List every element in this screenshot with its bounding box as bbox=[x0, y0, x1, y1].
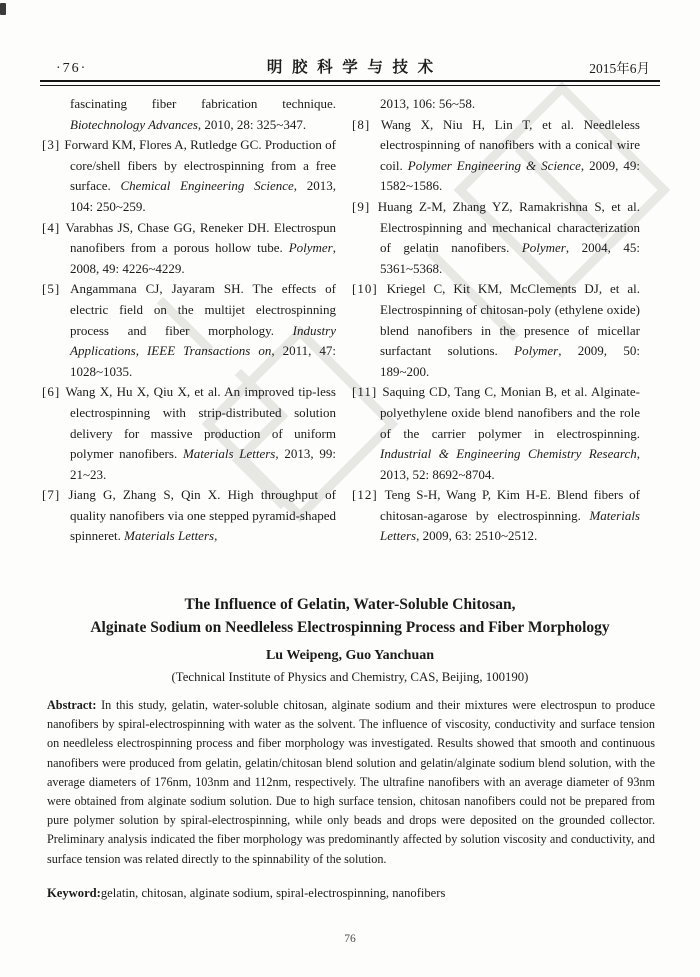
references-section bbox=[42, 94, 640, 547]
reference-text: , 2009, 49: 1582~1586. bbox=[380, 157, 640, 194]
reference-text: , 2009, 50: 189~200. bbox=[380, 343, 640, 379]
reference-item bbox=[42, 135, 336, 217]
reference-item bbox=[352, 485, 640, 547]
article-affiliation: (Technical Institute of Physics and Chemistry, CAS, Beijing, 100190) bbox=[171, 670, 529, 684]
article-title-block bbox=[0, 593, 700, 685]
reference-text: , 2011, 47: 1028~1035. bbox=[70, 343, 336, 379]
reference-text: Wang X, Niu H, Lin T, et al. Needleless electrospinning of nanofibers with a conical wire coil. bbox=[380, 116, 640, 173]
reference-text: 2013, 106: 56~58. bbox=[380, 96, 476, 111]
reference-item bbox=[42, 279, 336, 382]
reference-text: , bbox=[214, 528, 218, 544]
reference-journal: Polymer bbox=[521, 240, 566, 256]
reference-text: Forward KM, Flores A, Rutledge GC. Production of core/shell fibers by electrospinning from a free surface. bbox=[64, 137, 336, 194]
reference-text: , 2013, 52: 8692~8704. bbox=[380, 446, 640, 482]
reference-journal: Industrial & Engineering Chemistry Research bbox=[380, 446, 637, 462]
reference-text: Wang X, Hu X, Qiu X, et al. An improved tip-less electrospinning with strip-distributed solution delivery for massive production of uniform polymer nanofibers. bbox=[65, 384, 336, 462]
reference-number: [8] bbox=[352, 116, 381, 132]
article-title-line2: Alginate Sodium on Needleless Electrospinning Process and Fiber Morphology bbox=[90, 619, 610, 636]
reference-number: [10] bbox=[352, 281, 387, 297]
reference-text: Angammana CJ, Jayaram SH. The effects of electric field on the multijet electrospinning process and fiber morphology. bbox=[70, 281, 336, 338]
header-page-marker: ·76· bbox=[56, 61, 88, 76]
references-column-right bbox=[352, 94, 640, 547]
reference-journal: Chemical Engineering Science bbox=[120, 178, 294, 194]
reference-item bbox=[352, 197, 640, 279]
reference-item bbox=[42, 382, 336, 485]
reference-text: , 2009, 63: 2510~2512. bbox=[416, 528, 538, 544]
reference-text: Varabhas JS, Chase GG, Reneker DH. Electrospun nanofibers from a porous hollow tube. bbox=[65, 219, 336, 256]
keyword-label: Keyword: bbox=[47, 885, 101, 900]
keyword-text: gelatin, chitosan, alginate sodium, spiral-electrospinning, nanofibers bbox=[100, 885, 446, 900]
header-double-rule bbox=[40, 80, 660, 86]
reference-number: [7] bbox=[42, 487, 69, 503]
reference-number: [12] bbox=[352, 487, 385, 503]
reference-number: [6] bbox=[42, 384, 66, 400]
reference-journal: Polymer bbox=[514, 343, 559, 359]
reference-text: , 2004, 45: 5361~5368. bbox=[380, 240, 640, 276]
reference-item bbox=[352, 382, 640, 485]
reference-journal: Materials Letters bbox=[124, 528, 215, 544]
page-header bbox=[40, 50, 660, 78]
references-column-left bbox=[42, 94, 336, 547]
reference-continuation bbox=[42, 94, 336, 135]
reference-text: Kriegel C, Kit KM, McClements DJ, et al. Electrospinning of chitosan-poly (ethylene oxide) blend nanofibers in the presence of micellar surfactant solutions. bbox=[380, 281, 640, 359]
reference-text: , 2008, 49: 4226~4229. bbox=[70, 240, 336, 276]
reference-number: [4] bbox=[42, 219, 66, 235]
scan-artifact bbox=[0, 3, 6, 15]
issue-date: 2015年6月 bbox=[589, 61, 650, 76]
reference-journal: Polymer Engineering & Science bbox=[407, 157, 581, 173]
reference-text: , 2013, 104: 250~259. bbox=[70, 178, 336, 214]
reference-text: Jiang G, Zhang S, Qin X. High throughput of quality nanofibers via one stepped pyramid-shaped spinneret. bbox=[68, 487, 336, 544]
reference-number: [3] bbox=[42, 137, 65, 153]
reference-text: Teng S-H, Wang P, Kim H-E. Blend fibers of chitosan-agarose by electrospinning. bbox=[380, 487, 640, 523]
reference-item bbox=[352, 115, 640, 197]
reference-text: fascinating fiber fabrication technique. bbox=[70, 96, 336, 111]
reference-journal: Materials Letters bbox=[182, 446, 276, 462]
footer-page-number: 76 bbox=[344, 933, 356, 945]
reference-journal: Biotechnology Advances bbox=[70, 116, 198, 132]
reference-text: , 2010, 28: 325~347. bbox=[197, 116, 307, 132]
reference-journal: Materials Letters bbox=[380, 507, 640, 544]
reference-number: [9] bbox=[352, 198, 378, 214]
keyword-line bbox=[47, 886, 655, 901]
reference-continuation bbox=[352, 94, 640, 115]
reference-item bbox=[42, 218, 336, 280]
reference-journal: Industry Applications, IEEE Transactions on bbox=[70, 322, 336, 359]
journal-title: 明胶科学与技术 bbox=[266, 59, 443, 76]
abstract-label: Abstract: bbox=[47, 698, 97, 712]
abstract-paragraph bbox=[47, 696, 655, 869]
reference-text: Huang Z-M, Zhang YZ, Ramakrishna S, et al. Electrospinning and mechanical characterization of gelatin nanofibers. bbox=[377, 198, 640, 256]
article-authors: Lu Weipeng, Guo Yanchuan bbox=[265, 648, 435, 663]
reference-item bbox=[42, 485, 336, 547]
reference-text: , 2013, 99: 21~23. bbox=[70, 446, 336, 482]
reference-journal: Polymer bbox=[288, 240, 333, 256]
abstract-section bbox=[47, 696, 655, 901]
abstract-text: In this study, gelatin, water-soluble chitosan, alginate sodium and their mixtures were electrospun to produce nanofibers by spiral-electrospinning with water as the solvent. The influence of viscosity, conductivity and surface tension on needleless electrospinning process and fiber morphology was investigated. Results showed that smooth and continuous nanofibers were produced from gelatin, gelatin/chitosan blend solution and gelatin/alginate sodium blend solution, with the average diameters of 176nm, 103nm and 112nm, respectively. The ultrafine nanofibers with an average diameter of 93nm were obtained from alginate sodium solution. Due to high surface tension, chitosan nanofibers could not be prepared from pure polymer solution by spiral-electrospinning, while only beads and drops were deposited on the grounded collector. Preliminary analysis indicated the fiber morphology was predominantly affected by solution viscosity and conductivity, and surface tension was related directly to the spinnability of the solution. bbox=[47, 698, 655, 866]
article-title-line1: The Influence of Gelatin, Water-Soluble Chitosan, bbox=[184, 596, 516, 613]
reference-text: Saquing CD, Tang C, Monian B, et al. Alginate-polyethylene oxide blend nanofibers and the role of the carrier polymer in electrospinning. bbox=[380, 384, 640, 441]
reference-item bbox=[352, 279, 640, 382]
reference-number: [11] bbox=[352, 384, 383, 400]
reference-number: [5] bbox=[42, 281, 71, 297]
